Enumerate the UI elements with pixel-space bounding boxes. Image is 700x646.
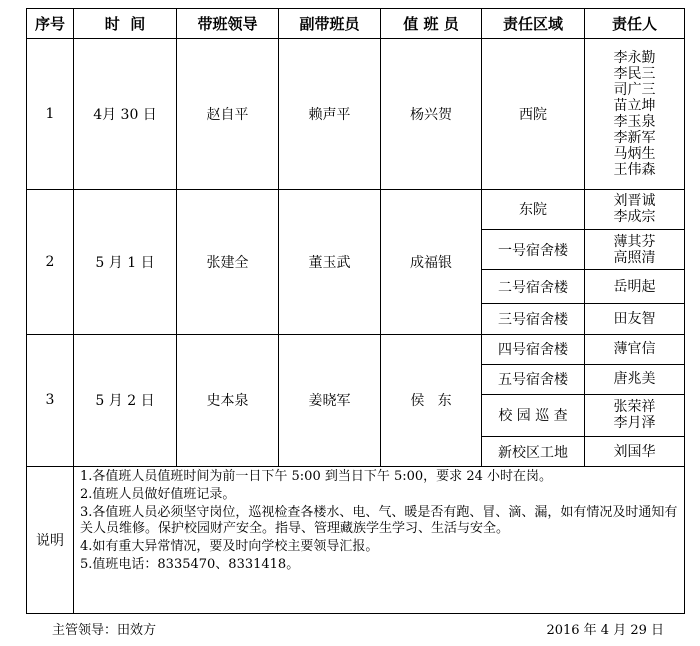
row-no: 3	[27, 334, 74, 467]
person-name: 薄官信	[613, 341, 656, 358]
row-persons	[585, 334, 685, 364]
row-area: 东院	[482, 189, 585, 229]
row-deputy: 姜晓军	[279, 334, 381, 467]
row-area: 三号宿舍楼	[482, 304, 585, 334]
person-name: 刘国华	[613, 443, 656, 460]
notes-label: 说明	[27, 467, 74, 614]
note-item: 4.如有重大异常情况，要及时向学校主要领导汇报。	[80, 539, 379, 555]
person-name: 薄其芬	[613, 233, 656, 250]
row-persons	[585, 270, 685, 304]
person-name: 岳明起	[613, 278, 656, 295]
header-duty: 值 班 员	[381, 9, 482, 39]
person-name: 李玉泉	[613, 113, 656, 130]
header-row	[27, 9, 685, 39]
supervisor-label: 主管领导：田效方	[52, 623, 157, 638]
document-date: 2016 年 4 月 29 日	[546, 623, 664, 638]
row-area: 二号宿舍楼	[482, 270, 585, 304]
row-area: 五号宿舍楼	[482, 364, 585, 394]
row-leader: 赵自平	[177, 39, 279, 190]
person-name: 田友智	[613, 310, 656, 327]
notes-content	[74, 467, 685, 614]
person-name: 李民三	[613, 65, 656, 82]
row-persons	[585, 39, 685, 190]
row-persons	[585, 229, 685, 269]
row-persons	[585, 189, 685, 229]
person-name: 李成宗	[613, 209, 656, 226]
person-name: 唐兆美	[613, 371, 656, 388]
table-row	[27, 39, 685, 190]
table-row	[27, 189, 685, 229]
row-duty: 侯 东	[381, 334, 482, 467]
row-area: 校 园 巡 查	[482, 394, 585, 436]
person-name: 苗立坤	[613, 97, 656, 114]
table-row	[27, 334, 685, 364]
header-area: 责任区域	[482, 9, 585, 39]
note-item: 1.各值班人员值班时间为前一日下午 5:00 到当日下午 5:00，要求 24 小时在岗。	[80, 469, 552, 485]
header-person: 责任人	[585, 9, 685, 39]
row-area: 新校区工地	[482, 437, 585, 467]
row-duty: 杨兴贺	[381, 39, 482, 190]
person-name: 李月泽	[613, 415, 656, 432]
row-area: 一号宿舍楼	[482, 229, 585, 269]
person-name: 高照清	[613, 249, 656, 266]
header-deputy: 副带班员	[279, 9, 381, 39]
row-no: 1	[27, 39, 74, 190]
row-deputy: 董玉武	[279, 189, 381, 334]
row-leader: 张建全	[177, 189, 279, 334]
person-name: 张荣祥	[613, 399, 656, 416]
row-date: 4月 30 日	[74, 39, 177, 190]
notes-row	[27, 467, 685, 614]
person-name: 司广三	[613, 81, 656, 98]
row-no: 2	[27, 189, 74, 334]
row-duty: 成福银	[381, 189, 482, 334]
person-name: 王伟森	[613, 161, 656, 178]
row-area: 西院	[482, 39, 585, 190]
header-leader: 带班领导	[177, 9, 279, 39]
header-no: 序号	[27, 9, 74, 39]
row-persons	[585, 437, 685, 467]
row-persons	[585, 364, 685, 394]
header-date: 时 间	[74, 9, 177, 39]
row-persons	[585, 304, 685, 334]
note-item: 2.值班人员做好值班记录。	[80, 487, 236, 503]
person-name: 马炳生	[613, 145, 656, 162]
person-name: 李新军	[613, 129, 656, 146]
duty-roster-table	[26, 8, 685, 614]
row-area: 四号宿舍楼	[482, 334, 585, 364]
person-name: 刘晋诚	[613, 193, 656, 210]
row-leader: 史本泉	[177, 334, 279, 467]
note-item: 3.各值班人员必须坚守岗位，巡视检查各楼水、电、气、暖是否有跑、冒、滴、漏，如有情况及时通知有关人员维修。保护校园财产安全。指导、管理藏族学生学习、生活与安全。	[80, 505, 678, 537]
row-date: 5 月 2 日	[74, 334, 177, 467]
person-name: 李永勤	[613, 49, 656, 66]
row-deputy: 赖声平	[279, 39, 381, 190]
note-item: 5.值班电话：8335470、8331418。	[80, 557, 300, 573]
row-date: 5 月 1 日	[74, 189, 177, 334]
row-persons	[585, 394, 685, 436]
